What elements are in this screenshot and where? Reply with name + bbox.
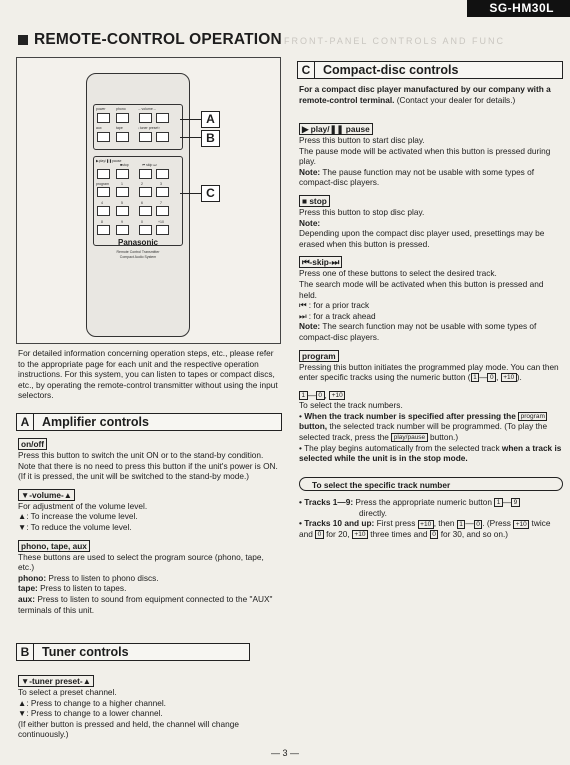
source-p1: These buttons are used to select the program source (phono, tape, etc.): [18, 551, 264, 573]
aux-label: aux: [96, 126, 102, 130]
skip-note: Note: The search function may not be usable with some types of compact-disc players.: [299, 321, 537, 342]
skip-prior: ⏮ : for a prior track: [299, 300, 370, 311]
remote-control-illustration: [86, 73, 190, 337]
skip-back-key: [139, 169, 152, 179]
tuner-p2: (If either button is pressed and held, the channel will change continuously.): [18, 718, 239, 740]
onoff-p1: Press this button to switch the unit ON or to the stand-by condition.: [18, 450, 264, 460]
program-label-box: program: [299, 350, 339, 362]
tape-label: tape: [116, 126, 123, 130]
num-key: [139, 187, 152, 197]
num-label: 6: [141, 201, 143, 205]
power-key: [97, 113, 110, 123]
brand-logo: Panasonic: [117, 238, 158, 247]
stop-label-box: ■ stop: [299, 195, 330, 207]
key-1: 1: [471, 373, 480, 382]
num-label: 9: [121, 220, 123, 224]
tracks-section: [299, 497, 563, 539]
num-key: [116, 206, 129, 216]
volume-p1: For adjustment of the volume level.: [18, 500, 148, 511]
numeric-header: 1 — 0 , +10: [299, 390, 563, 401]
tuner-preset-label: ↓tuner preset↑: [138, 126, 161, 130]
power-label: power: [96, 107, 106, 111]
stop-p2: Depending upon the compact disc player used, presettings may be erased when this button is pressed.: [299, 228, 545, 249]
num-label: 7: [160, 201, 162, 205]
stop-note: Note:: [299, 217, 321, 228]
key-0: 0: [487, 373, 496, 382]
callout-b: B: [201, 130, 220, 147]
cd-title: Compact-disc controls: [323, 63, 459, 77]
callout-line-b: [180, 137, 201, 138]
tuner-p1: To select a preset channel.: [18, 687, 117, 697]
stop-label: ■stop: [120, 163, 129, 167]
numeric-p1: To select the track numbers.: [299, 400, 403, 411]
num-label: 1: [121, 182, 123, 186]
volume-label-box: ▼-volume-▲: [18, 489, 75, 501]
key-plus10: +10: [501, 373, 517, 382]
aux-key: [97, 132, 110, 142]
tuner-title: Tuner controls: [42, 645, 129, 659]
skip-p1: Press one of these buttons to select the desired track.: [299, 268, 497, 279]
cd-letter: C: [298, 62, 315, 78]
page-number: — 3 —: [270, 748, 299, 758]
tracks-10-up: • Tracks 10 and up: First press +10 , then 1 — 0 . (Press +10 twice and 0 for 20, +10 three times and 0 for 30, and so on.): [299, 518, 551, 539]
skip-ahead: ⏭ : for a track ahead: [299, 310, 376, 321]
num-label: 3: [160, 182, 162, 186]
intro-paragraph: [18, 348, 280, 401]
section-title-text: REMOTE-CONTROL OPERATION: [34, 31, 282, 48]
tracks-1-9: • Tracks 1—9: Press the appropriate numeric button 1 — 9: [299, 497, 563, 508]
play-p1: Press this button to start disc play.: [299, 135, 425, 145]
amplifier-title: Amplifier controls: [42, 415, 149, 429]
num-label: 8: [101, 220, 103, 224]
cd-section: [299, 123, 563, 464]
brand-sub1: Remote Control Transmitter: [116, 250, 160, 254]
volume-up-key: [156, 113, 169, 123]
square-bullet-icon: [18, 35, 28, 45]
amplifier-section: [18, 438, 280, 615]
tuner-down-key: [139, 132, 152, 142]
program-key: [97, 187, 110, 197]
volume-down-key: [139, 113, 152, 123]
play-pause-label-box: ▶ play/❚❚ pause: [299, 123, 373, 135]
stop-key: [116, 169, 129, 179]
num-key: [97, 206, 110, 216]
skip-fwd-key: [156, 169, 169, 179]
tape-key: [116, 132, 129, 142]
num-label: 0: [141, 220, 143, 224]
intro-text: For detailed information concerning operation steps, etc., please refer to the appropriate page for each unit and the respective operation instructions. For this system, you can listen to tapes or compact discs, etc., by operating the remote-control transmitter without using the input selectors.: [18, 348, 278, 401]
skip-label-box: ⏮-skip-⏭: [299, 256, 342, 268]
callout-a: A: [201, 111, 220, 128]
program-label: program: [96, 182, 110, 186]
amp-tuner-panel: [93, 104, 183, 150]
num-label: +10: [158, 220, 164, 224]
tracks-1-9-end: directly.: [359, 507, 387, 518]
brand-sub2: Compact Audio System: [119, 255, 157, 259]
amplifier-letter: A: [17, 414, 34, 430]
num-key: [116, 187, 129, 197]
source-phono: phono: Press to listen to phono discs.: [18, 572, 159, 583]
callout-c: C: [201, 185, 220, 202]
select-track-box: To select the specific track number: [299, 477, 563, 491]
num-label: 4: [101, 201, 103, 205]
tuner-up: ▲: Press to change to a higher channel.: [18, 697, 166, 708]
onoff-p2: Note that there is no need to press this button if the unit's power is ON. (If it is pressed, the unit will be switched to the stand-by mode.): [18, 460, 278, 482]
numeric-bullet1: • When the track number is specified after pressing the program button, the selected track number will be programmed. (To play the selected track, press the play/pause button.): [299, 410, 548, 443]
volume-label: ←volume→: [138, 107, 157, 111]
play-p2: The pause mode will be activated when this button is pressed during play.: [299, 145, 551, 167]
stop-p1: Press this button to stop disc play.: [299, 206, 425, 217]
tuner-heading: [16, 643, 250, 661]
play-note: Note: The pause function may not be usable with some types of compact-disc players.: [299, 166, 535, 188]
volume-up: ▲: To increase the volume level.: [18, 511, 138, 522]
onoff-label: on/off: [18, 438, 47, 450]
source-label-box: phono, tape, aux: [18, 540, 90, 552]
numeric-bullet2: • The play begins automatically from the selected track when a track is selected while the unit is in the stop mode.: [299, 442, 562, 464]
amplifier-heading: [16, 413, 282, 431]
num-key: [156, 225, 169, 235]
num-key: [139, 206, 152, 216]
cd-heading: [297, 61, 563, 79]
source-tape: tape: Press to listen to tapes.: [18, 583, 127, 594]
callout-line-a: [180, 119, 201, 120]
play-key: [97, 169, 110, 179]
cd-intro: For a compact disc player manufactured by our company with a remote-control terminal. (Contact your dealer for details.): [299, 84, 551, 105]
num-key: [156, 187, 169, 197]
callout-line-c: [180, 193, 201, 194]
model-number: SG-HM30L: [467, 0, 570, 17]
tuner-letter: B: [17, 644, 34, 660]
program-p1: Pressing this button initiates the programmed play mode. You can then enter specific tracks using the numeric button ( 1 — 0 , +10 ).: [299, 361, 559, 383]
tuner-down: ▼: Press to change to a lower channel.: [18, 708, 163, 719]
section-title: [18, 31, 282, 49]
bleed-through-text: FRONT-PANEL CONTROLS AND FUNC: [284, 36, 506, 46]
tuner-up-key: [156, 132, 169, 142]
num-label: 2: [141, 182, 143, 186]
tuner-preset-label-box: ▼-tuner preset-▲: [18, 675, 94, 687]
play-pause-label: ▶play/❚❚pause: [96, 159, 122, 163]
tuner-section: [18, 675, 280, 740]
num-key: [97, 225, 110, 235]
source-aux: aux: Press to listen to sound from equipment connected to the "AUX" terminals of this unit.: [18, 593, 273, 615]
num-key: [139, 225, 152, 235]
num-label: 5: [121, 201, 123, 205]
phono-label: phono: [116, 107, 126, 111]
skip-label: ⏮ skip ⏭: [142, 163, 157, 167]
phono-key: [116, 113, 129, 123]
cd-panel: [93, 156, 183, 246]
num-key: [156, 206, 169, 216]
volume-down: ▼: To reduce the volume level.: [18, 521, 132, 532]
skip-p2: The search mode will be activated when this button is pressed and held.: [299, 278, 544, 300]
num-key: [116, 225, 129, 235]
